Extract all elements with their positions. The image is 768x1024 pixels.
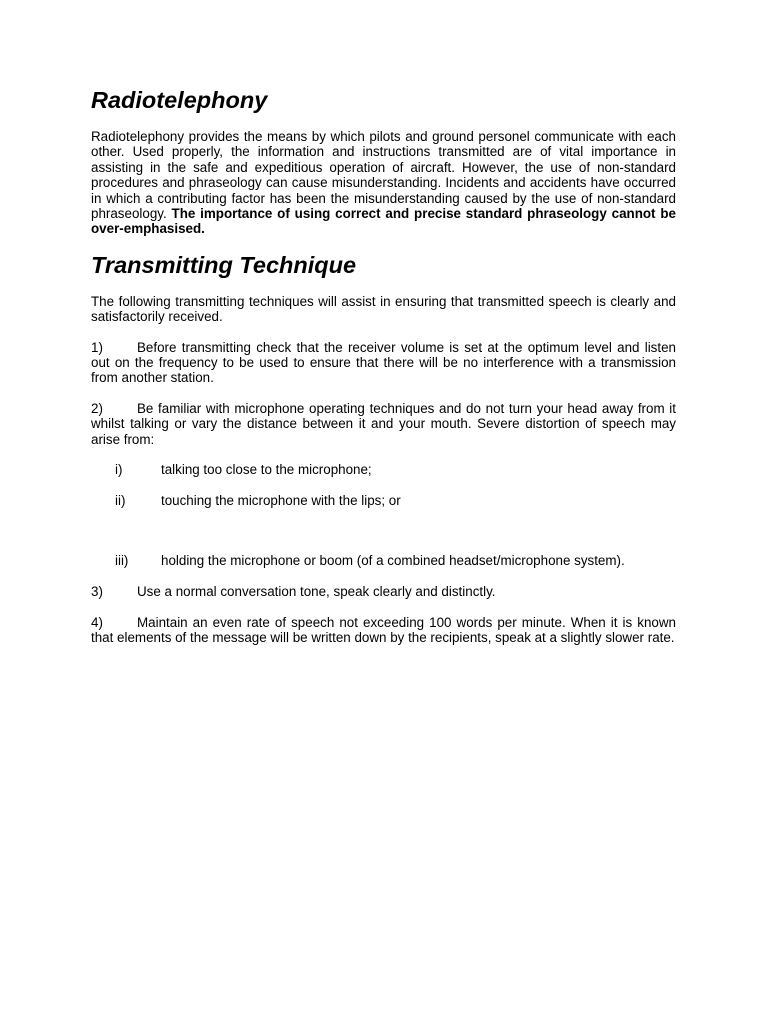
sub-item-i-label: i) <box>115 462 123 478</box>
heading-radiotelephony: Radiotelephony <box>91 87 268 113</box>
list-item-3 <box>91 584 676 599</box>
list-item-4-number: 4) <box>91 614 103 630</box>
list-item-3-number: 3) <box>91 583 103 599</box>
list-item-3-text: Use a normal conversation tone, speak clearly and distinctly. <box>137 583 496 599</box>
paragraph-radiotelephony-intro <box>91 129 676 237</box>
sub-item-i-text: talking too close to the microphone; <box>161 462 372 478</box>
sub-item-ii-label: ii) <box>115 493 126 508</box>
intro-emphasis: The importance of using correct and precise standard phraseology cannot be over-emphasised. <box>91 206 676 237</box>
list-item-2 <box>91 401 676 447</box>
heading-transmitting-technique: Transmitting Technique <box>91 251 357 278</box>
list-item-4 <box>91 615 676 646</box>
list-item-2-number: 2) <box>91 400 103 416</box>
sub-item-i <box>91 462 676 477</box>
list-item-1 <box>91 340 676 386</box>
sub-item-ii <box>91 493 676 508</box>
list-item-1-number: 1) <box>91 339 103 355</box>
document-page <box>91 86 676 646</box>
list-item-1-text: Before transmitting check that the receiver volume is set at the optimum level and listen out on the frequency to be used to ensure that there will be no interference with a transmission from another station. <box>91 339 676 386</box>
sub-item-ii-text: touching the microphone with the lips; or <box>161 493 401 508</box>
sub-item-iii-label: iii) <box>115 552 129 568</box>
sub-item-iii <box>91 553 676 568</box>
intro-text: Radiotelephony provides the means by which pilots and ground personel communicate with each other. Used properly, the information and instructions transmitted are of vital importance in assisting in the safe and expeditious operation of aircraft. However, the use of non-standard procedures and phraseology can cause misunderstanding. Incidents and accidents have occurred in which a contributing factor has been the misunderstanding caused by the use of non-standard phraseology. <box>91 129 676 222</box>
list-item-2-text: Be familiar with microphone operating techniques and do not turn your head away from it whilst talking or vary the distance between it and your mouth. Severe distortion of speech may arise from: <box>91 400 676 447</box>
sub-item-iii-text: holding the microphone or boom (of a combined headset/microphone system). <box>161 552 625 568</box>
list-item-4-text: Maintain an even rate of speech not exceeding 100 words per minute. When it is known that elements of the message will be written down by the recipients, speak at a slightly slower rate. <box>91 614 676 646</box>
paragraph-transmitting-intro: The following transmitting techniques will assist in ensuring that transmitted speech is clearly and satisfactorily received. <box>91 293 676 325</box>
